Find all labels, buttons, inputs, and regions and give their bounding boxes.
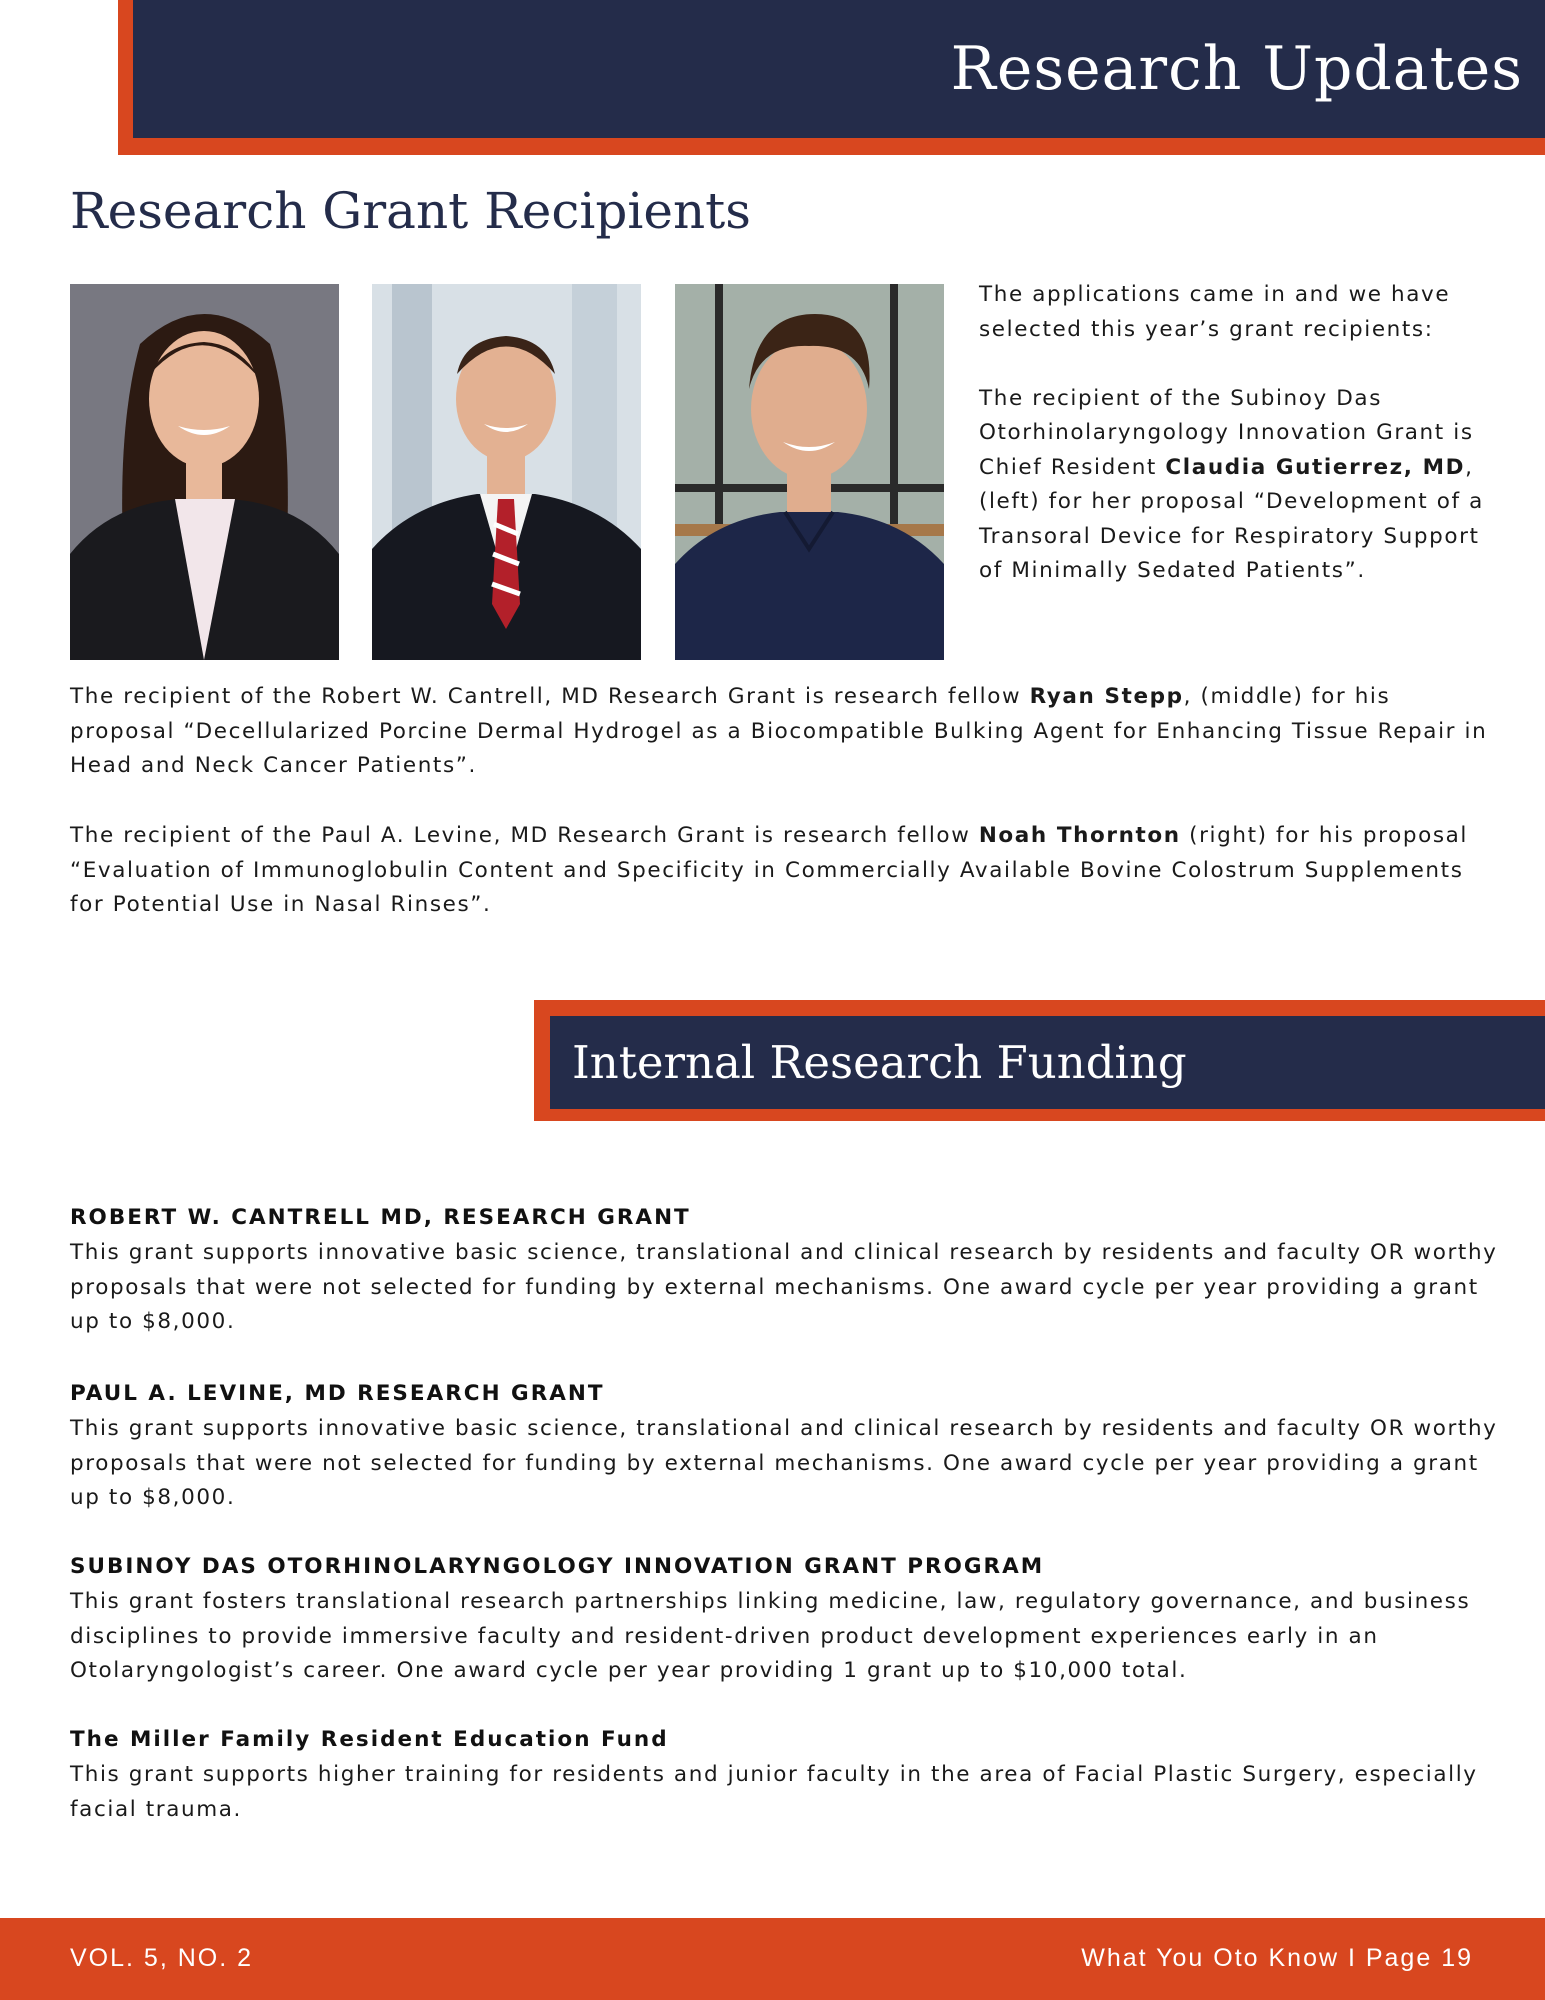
grant-heading: ROBERT W. CANTRELL MD, RESEARCH GRANT (70, 1205, 691, 1230)
section-title: Research Grant Recipients (70, 182, 751, 240)
grant-description: This grant supports innovative basic science, translational and clinical research by residents and faculty OR worthy proposals that were not selected for funding by external mechanisms. One award cycle per year providing a grant up to $8,000. (70, 1240, 1498, 1334)
levine-recipient-paragraph (70, 819, 1490, 923)
grant-heading: The Miller Family Resident Education Fund (70, 1727, 669, 1752)
footer-volume: VOL. 5, NO. 2 (70, 1944, 254, 1972)
levine-recipient-text (70, 819, 1490, 923)
levine-text-b: (right) for his proposal “Evaluation of Immunoglobulin Content and Specificity in Commercially Available Bovine Colostrum Supplements for Potential Use in Nasal Rinses”. (70, 823, 1469, 917)
grant-heading: PAUL A. LEVINE, MD RESEARCH GRANT (70, 1381, 605, 1406)
grant-levine (70, 1378, 1510, 1516)
photo-ryan-stepp (372, 284, 641, 660)
portrait-right-image (675, 284, 944, 660)
footer-page-label: What You Oto Know I Page 19 (1081, 1944, 1473, 1972)
recipient-name-noah: Noah Thornton (978, 823, 1181, 848)
subinoy-text-a: The recipient of the Subinoy Das Otorhinolaryngology Innovation Grant is Chief Resident (979, 385, 1474, 480)
grant-miller-family (70, 1724, 1510, 1827)
funding-banner (534, 1000, 1545, 1121)
photo-claudia-gutierrez (70, 284, 339, 660)
grant-cantrell (70, 1202, 1510, 1340)
cantrell-text-b: , (middle) for his proposal “Decellularized Porcine Dermal Hydrogel as a Biocompatible Bulking Agent for Enhancing Tissue Repair in Head and Neck Cancer Patients”. (70, 684, 1488, 778)
intro-column (979, 278, 1499, 623)
recipient-name-ryan: Ryan Stepp (1029, 684, 1184, 709)
cantrell-recipient-paragraph (70, 680, 1490, 784)
grant-description: This grant supports higher training for residents and junior faculty in the area of Facial Plastic Surgery, especially facial trauma. (70, 1762, 1478, 1822)
portrait-left-image (70, 284, 339, 660)
grant-subinoy-das (70, 1551, 1510, 1689)
cantrell-recipient-text (70, 680, 1490, 784)
levine-text-a: The recipient of the Paul A. Levine, MD Research Grant is research fellow (70, 823, 979, 848)
recipient-name-claudia: Claudia Gutierrez, MD (1165, 454, 1466, 480)
grant-heading: SUBINOY DAS OTORHINOLARYNGOLOGY INNOVATION GRANT PROGRAM (70, 1554, 1045, 1579)
cantrell-text-a: The recipient of the Robert W. Cantrell, MD Research Grant is research fellow (70, 684, 1030, 709)
funding-banner-inner (550, 1016, 1545, 1109)
portrait-middle-image (372, 284, 641, 660)
subinoy-recipient-paragraph (979, 382, 1499, 589)
grant-description: This grant supports innovative basic science, translational and clinical research by residents and faculty OR worthy proposals that were not selected for funding by external mechanisms. One award cycle per year providing a grant up to $8,000. (70, 1416, 1498, 1510)
intro-paragraph: The applications came in and we have selected this year’s grant recipients: (979, 282, 1451, 342)
funding-title: Internal Research Funding (572, 1036, 1187, 1089)
photo-noah-thornton (675, 284, 944, 660)
banner-title: Research Updates (950, 34, 1523, 104)
header-banner-inner (133, 0, 1545, 138)
header-banner (118, 0, 1545, 155)
grant-description: This grant fosters translational research partnerships linking medicine, law, regulatory governance, and business disciplines to provide immersive faculty and resident-driven product development experiences early in an Otolaryngologist’s career. One award cycle per year providing 1 grant up to $10,000 total. (70, 1589, 1471, 1683)
footer-bar (0, 1918, 1545, 2000)
subinoy-text-b: , (left) for her proposal “Development of a Transoral Device for Respiratory Support of Minimally Sedated Patients”. (979, 454, 1484, 583)
